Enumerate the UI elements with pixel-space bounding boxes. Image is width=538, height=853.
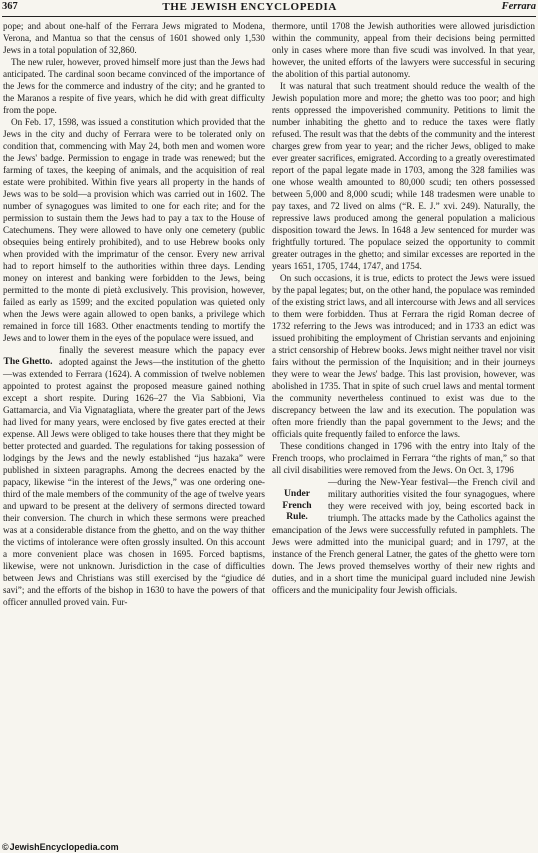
paragraph: It was natural that such treatment should reduce the wealth of the Jewish population more and more; the ghetto was too poor; and high rents oppressed the impoverished community. Petitions to limit the number inhabiting the ghetto and to reduce the taxes were flatly refused. The result was that the debts of the community and the interest charges grew from year to year; and the richer Jews, obliged to make ever greater sacrifices, emigrated. According to a greatly overestimated report of the papal legate made in 1703, among the 328 families was one whose wealth amounted to 80,000 scudi; ten others possessed between 5,000 and 8,000 scudi; while 148 tradesmen were unable to pay taxes, and 72 lived on alms (“R. E. J.” xvi. 249). Naturally, the repressive laws produced among the general population a malicious disposition toward the Jews. In 1648 a Jew sentenced for murder was frightfully tortured. The populace seized the opportunity to commit greater outrages in the ghetto; and similar excesses are reported in the years 1651, 1705, 1744, 1747, and 1754. bbox=[272, 81, 535, 271]
sidenote-the-ghetto: The Ghetto. bbox=[3, 356, 53, 367]
paragraph: thermore, until 1708 the Jewish authorities were allowed jurisdiction within the community, appeal from their decisions being permitted only in cases where more than five scudi was involved. In that year, however, the united efforts of the lawyers were successful in securing the abolition of this partial autonomy. bbox=[272, 21, 535, 79]
running-title: THE JEWISH ENCYCLOPEDIA bbox=[162, 1, 337, 13]
paragraph: The new ruler, however, proved himself more just than the Jews had anticipated. The cardinal soon became convinced of the importance of the Jews for the commerce and industry of the city; and he granted to the Maranos a respite of five years, which he did with great difficulty from the pope. bbox=[3, 57, 265, 115]
right-column bbox=[272, 20, 535, 596]
header-rule bbox=[2, 16, 536, 17]
site-footer[interactable] bbox=[2, 842, 119, 852]
paragraph: On such occasions, it is true, edicts to protect the Jews were issued by the papal legates; but, on the other hand, the populace was reminded of the existing strict laws, and all intercourse with Jews and all services to them were forbidden. Thus at Ferrara the rigid Roman decree of 1732 referring to the Jews was introduced; and in 1733 an edict was issued prohibiting the employment of Christian servants and enjoining a strict censorship of Hebrew books. Jews might neither travel nor visit fairs without the permission of the Inquisition; and in their journeys they were to wear the Jews' badge. This last provision, however, was abolished in 1735. That in spite of such cruel laws and mental torment the community nevertheless continued to exist was due to the discrepancy between the law and its execution. The population was often more friendly than the papal government to the Jews; and the officials quite frequently failed to enforce the laws. bbox=[272, 273, 535, 439]
paragraph: These conditions changed in 1796 with the entry into Italy of the French troops, who proclaimed in Ferrara “the rights of man,” so that all civil disabilities were removed from the Jews. On Oct. 3, 1796 bbox=[272, 441, 535, 475]
site-link[interactable]: JewishEncyclopedia.com bbox=[9, 842, 119, 852]
left-column bbox=[3, 20, 265, 608]
running-headword: Ferrara bbox=[501, 1, 536, 12]
page-number: 367 bbox=[2, 1, 18, 12]
page-header bbox=[2, 1, 536, 16]
copyright-icon: © bbox=[2, 842, 9, 852]
sidenote-under-french-rule: Under French Rule. bbox=[282, 488, 312, 522]
paragraph: —during the New-Year festival—the French civil and military authorities visited the four synagogues, where they were received with joy, being escorted back in triumph. The attacks made by the Catholics against the emancipation of the Jews were successfully refuted in pamphlets. The Jews were admitted into the municipal guard; and in 1797, at the instance of the French general Latner, the gates of the ghetto were torn down. The Jews proved themselves worthy of their new rights and duties, and in a short time the municipal guard included nine Jewish officers and the municipality four Jewish officials. bbox=[272, 477, 535, 595]
paragraph: finally the severest measure which the papacy ever adopted against the Jews—the institution of the ghetto—was extended to Ferrara (1624). A commission of twelve noblemen appointed to protest against the proposed measure gained nothing except a short respite. During 1626–27 the Via Sabbioni, Via Gattamarcia, and Via Vignatagliata, where the greater part of the Jews had lived for many years, were enclosed by five gates erected at their expense. All Jews were obliged to take houses there that they might be better protected and guarded. The regulations for taking possession of lodgings by the Jews and the newly established “jus hazaka” were published in sixteen paragraphs. Among the decrees enacted by the papacy, likewise “in the interest of the Jews,” was one ordering one-third of the male members of the community of the age of twelve years and upward to be present at the delivery of sermons directed toward their conversion. The church in which these sermons were preached was at a considerable distance from the ghetto, and on the way thither the victims of intolerance were often grossly insulted. On this account a more convenient place was chosen in 1695. Forced baptisms, likewise, were not unknown. Jurisdiction in the case of difficulties between Jews and Christians was still exercised by the “giudice dé savi”; and the efforts of the bishop in 1630 to have the powers of that officer annulled proved vain. Fur- bbox=[3, 345, 265, 607]
paragraph: pope; and about one-half of the Ferrara Jews migrated to Modena, Verona, and Mantua so that the census of 1601 showed only 1,530 Jews in a total population of 32,860. bbox=[3, 21, 265, 55]
paragraph: On Feb. 17, 1598, was issued a constitution which provided that the Jews in the city and duchy of Ferrara were to be tolerated only on condition that, commencing with May 24, both men and women wore the Jews' badge. Permission to engage in trade was renewed; but the farming of taxes, the keeping of animals, and the acquisition of real estate were prohibited. Within five years all property in the hands of Jews was to be sold—a provision which was carried out in 1602. The number of synagogues was limited to one for each rite; and for the permission to sustain them the Jews had to pay a tax to the House of Catechumens. They were allowed to have only one cemetery (public obsequies being entirely prohibited), and to use Hebrew books only when provided with the imprimatur of the censor. Every new arrival had to report himself to the authorities within three days. Lending money on interest and banking were forbidden to the Jews, being permitted to the monte di pietà exclusively. This provision, however, failed as early as 1599; and the excited population was quieted only when the Jews were again allowed to open banks, a privilege which remained in force till 1683. Other enactments tending to mortify the Jews and to lower them in the eyes of the populace were issued, and bbox=[3, 117, 265, 343]
